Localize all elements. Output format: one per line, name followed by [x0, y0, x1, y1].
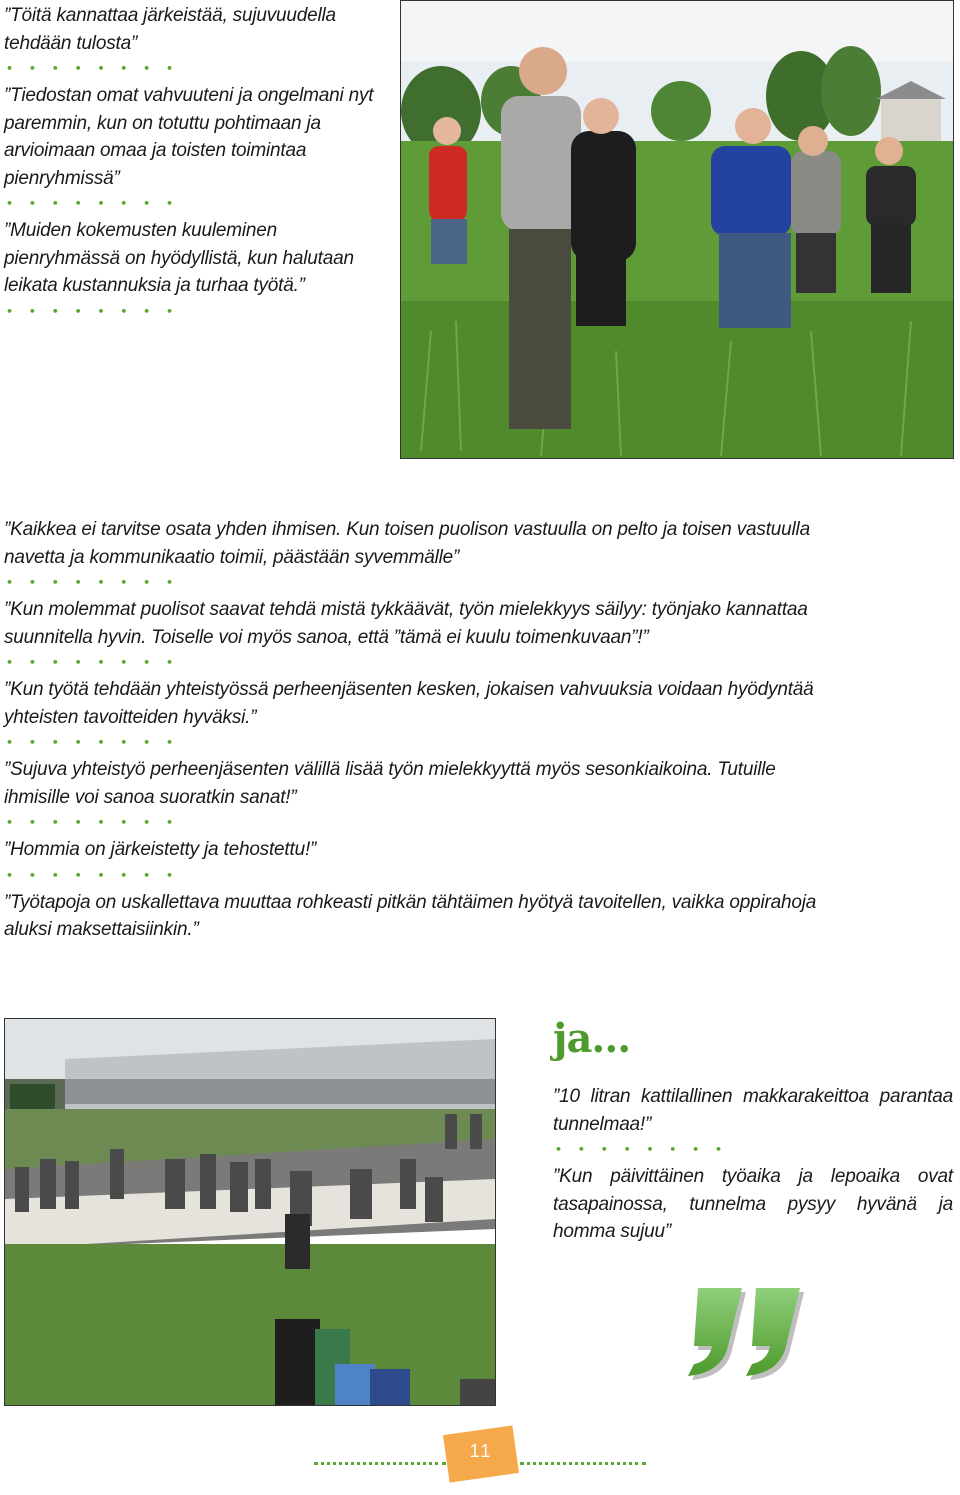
closing-quote-mark-icon	[680, 1280, 810, 1380]
middle-quotes-column	[4, 516, 819, 944]
field-photo-illustration	[401, 1, 953, 458]
quote-text: ”Työtapoja on uskallettava muuttaa rohkeasti pitkän tähtäimen hyötyä tavoitellen, vaikka oppirahoja aluksi maksettaisiinkin.”	[4, 891, 817, 940]
footer-divider-right	[520, 1462, 646, 1465]
photo-farm-site-group	[4, 1018, 496, 1406]
photo-field-group	[400, 0, 954, 459]
dotted-separator: • • • • • • • •	[6, 197, 180, 210]
quote-text: ”10 litran kattilallinen makkarakeittoa parantaa tunnelmaa!”	[553, 1086, 953, 1135]
quote-text: ”Kun päivittäinen työaika ja lepoaika ovat tasapainossa, tunnelma pysyy hyvänä ja homma sujuu”	[553, 1166, 953, 1242]
quote-text: ”Kun työtä tehdään yhteistyössä perheenjäsenten kesken, jokaisen vahvuuksia voidaan hyödyntää yhteisten tavoitteiden hyväksi.”	[4, 679, 814, 728]
quote-text: ”Töitä kannattaa järkeistää, sujuvuudella tehdään tulosta”	[4, 5, 336, 54]
dotted-separator: • • • • • • • •	[6, 656, 180, 669]
top-quotes-column	[4, 2, 389, 325]
dotted-separator: • • • • • • • •	[6, 816, 180, 829]
ja-heading: ja...	[553, 1015, 631, 1062]
quote-text: ”Tiedostan omat vahvuuteni ja ongelmani nyt paremmin, kun on totuttu pohtimaan ja arvioimaan omaa ja toisten toimintaa pienryhmissä”	[4, 85, 374, 189]
dotted-separator: • • • • • • • •	[6, 736, 180, 749]
dotted-separator: • • • • • • • •	[6, 304, 180, 318]
farm-photo-illustration	[5, 1019, 495, 1405]
footer-divider-left	[314, 1462, 446, 1465]
side-quotes-column	[553, 1083, 953, 1246]
page-number: 11	[469, 1441, 493, 1461]
quote-text: ”Muiden kokemusten kuuleminen pienryhmässä on hyödyllistä, kun halutaan leikata kustannuksia ja turhaa työtä.”	[4, 220, 354, 296]
dotted-separator: • • • • • • • •	[6, 62, 180, 75]
quote-text: ”Sujuva yhteistyö perheenjäsenten välillä lisää työn mielekkyyttä myös sesonkiaikoina. Tutuille ihmisille voi sanoa suoratkin sanat!”	[4, 759, 776, 808]
quote-text: ”Kun molemmat puolisot saavat tehdä mistä tykkäävät, työn mielekkyys säilyy: työnjako kannattaa suunnitella hyvin. Toiselle voi myös sanoa, että ”tämä ei kuulu toimenkuvaan”!”	[4, 599, 808, 648]
quote-text: ”Kaikkea ei tarvitse osata yhden ihmisen. Kun toisen puolison vastuulla on pelto ja toisen vastuulla navetta ja kommunikaatio toimii, päästään syvemmälle”	[4, 519, 810, 568]
dotted-separator: • • • • • • • •	[6, 576, 180, 589]
dotted-separator: • • • • • • • •	[555, 1143, 729, 1156]
quote-text: ”Hommia on järkeistetty ja tehostettu!”	[4, 839, 317, 860]
dotted-separator: • • • • • • • •	[6, 868, 180, 882]
